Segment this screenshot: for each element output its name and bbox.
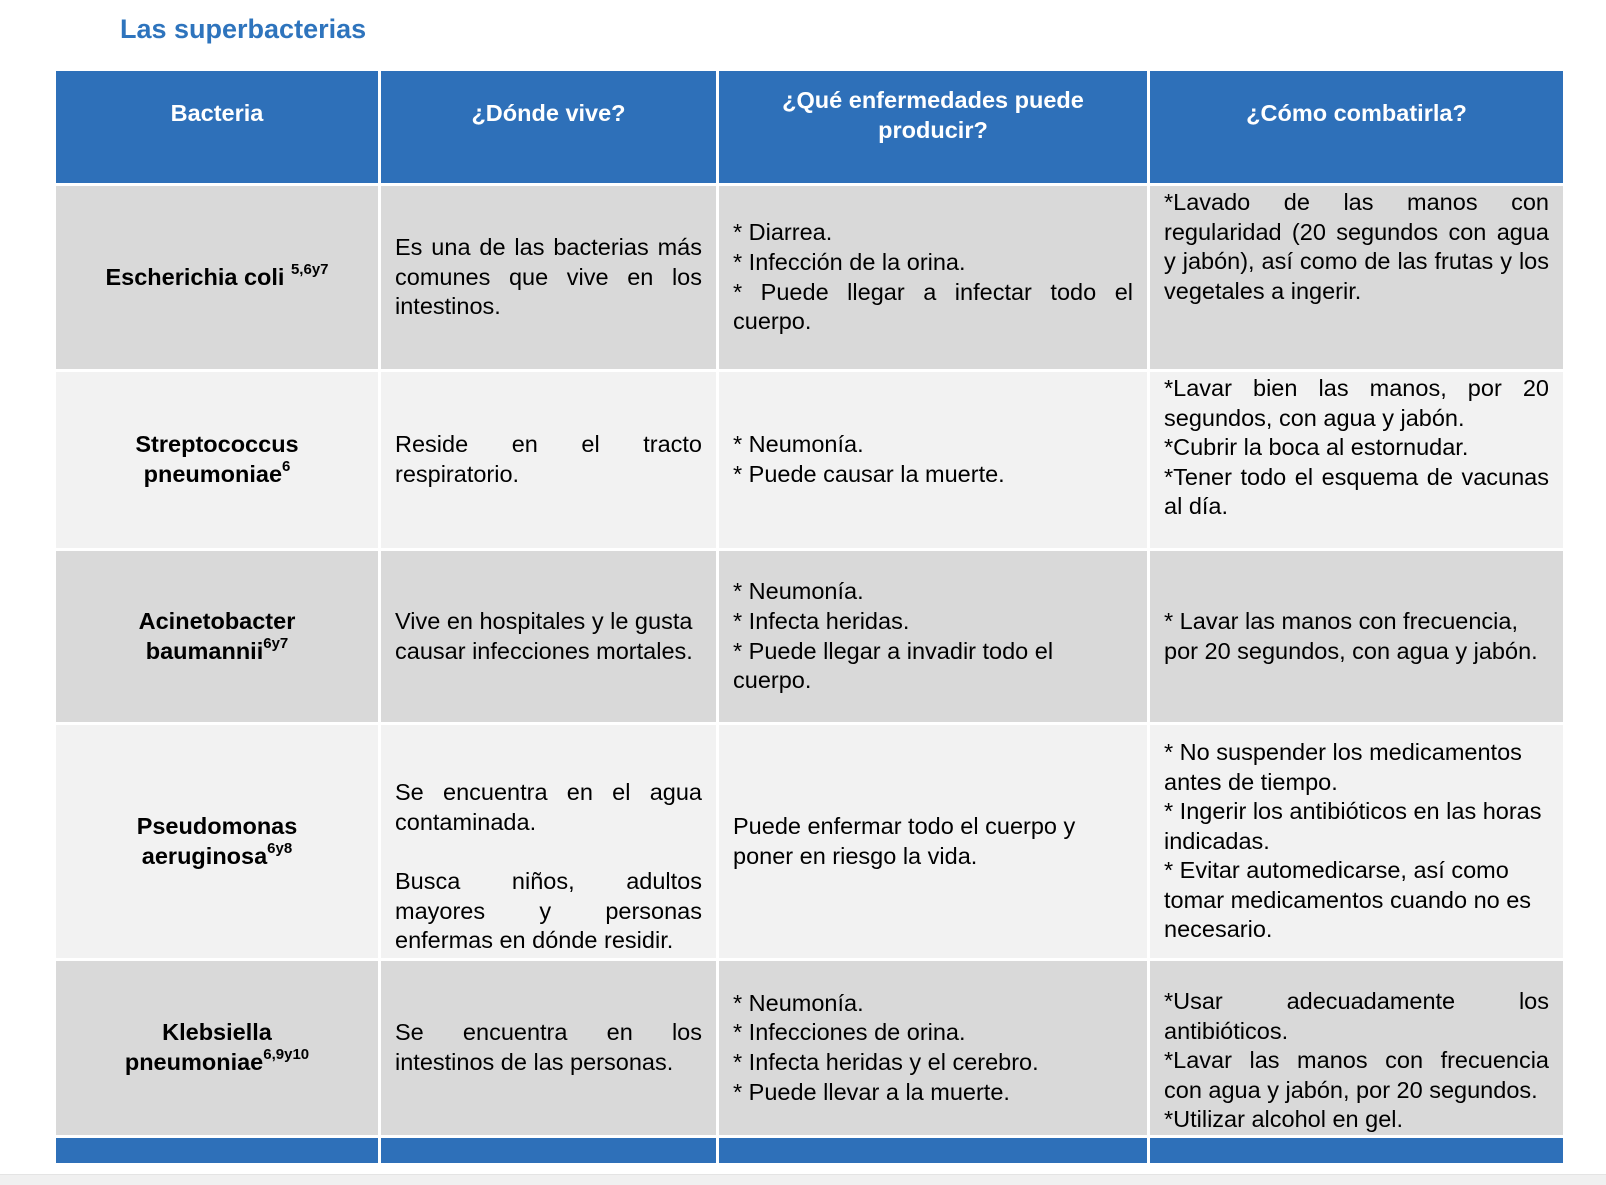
header-bacteria: Bacteria [55, 70, 380, 185]
disease-item: * Neumonía. [733, 578, 864, 605]
disease-item: * Diarrea. [733, 219, 833, 246]
disease-item: * Puede llevar a la muerte. [733, 1078, 1010, 1105]
habitat-cell: Es una de las bacterias más comunes que vive en los intestinos. [380, 185, 718, 371]
reference-superscript: 6 [282, 458, 291, 476]
prevention-item: * Lavar las manos con frecuencia, por 20 segundos, con agua y jabón. [1164, 607, 1538, 664]
footer-cell [1149, 1137, 1565, 1165]
disease-item: * Infección de la orina. [733, 248, 966, 275]
bacteria-name: Acinetobacter baumannii [138, 607, 296, 664]
bacteria-name: Escherichia coli [105, 263, 291, 290]
superbacteria-table [53, 68, 1566, 1166]
header-diseases: ¿Qué enfermedades puede producir? [718, 70, 1149, 185]
table-row [55, 371, 1565, 550]
prevention-item: *Usar adecuadamente los antibióticos. [1164, 988, 1549, 1044]
prevention-item: *Lavado de las manos con regularidad (20 segundos con agua y jabón), así como de las frutas y los vegetales a ingerir. [1164, 189, 1549, 304]
prevention-item: *Tener todo el esquema de vacunas al día. [1164, 463, 1549, 520]
bacteria-name-cell [55, 724, 380, 960]
header-prevention: ¿Cómo combatirla? [1149, 70, 1565, 185]
page-bottom-edge [0, 1174, 1606, 1185]
bacteria-name-cell [55, 550, 380, 724]
disease-item: * Infecta heridas y el cerebro. [733, 1049, 1039, 1075]
prevention-cell [1149, 185, 1565, 371]
table-header-row [55, 70, 1565, 185]
page-title: Las superbacterias [120, 14, 367, 44]
disease-item: * Puede llegar a infectar todo el cuerpo. [733, 278, 1133, 335]
prevention-item: * Evitar automedicarse, así como tomar medicamentos cuando no es necesario. [1164, 857, 1532, 943]
diseases-cell [718, 185, 1149, 371]
habitat-text-extra: Busca niños, adultos mayores y personas enfermas en dónde residir. [395, 868, 702, 954]
prevention-item: *Lavar las manos con frecuencia con agua y jabón, por 20 segundos. [1164, 1047, 1549, 1103]
bacteria-name: Streptococcus pneumoniae [135, 431, 299, 487]
table-row [55, 550, 1565, 724]
bacteria-name-cell [55, 185, 380, 371]
habitat-cell: Reside en el tracto respiratorio. [380, 371, 718, 550]
footer-cell [718, 1137, 1149, 1165]
prevention-cell [1149, 550, 1565, 724]
diseases-cell [718, 550, 1149, 724]
reference-superscript: 6y8 [267, 839, 293, 857]
bacteria-name: Pseudomonas aeruginosa [136, 812, 298, 869]
prevention-cell [1149, 960, 1565, 1137]
diseases-cell [718, 371, 1149, 550]
habitat-cell [380, 724, 718, 960]
prevention-item: *Cubrir la boca al estornudar. [1164, 434, 1469, 461]
habitat-cell: Se encuentra en los intestinos de las personas. [380, 960, 718, 1137]
disease-item: * Neumonía. [733, 989, 864, 1016]
table-row [55, 960, 1565, 1137]
bacteria-name-cell [55, 371, 380, 550]
prevention-item: *Utilizar alcohol en gel. [1164, 1106, 1404, 1133]
habitat-cell: Vive en hospitales y le gusta causar infecciones mortales. [380, 550, 718, 724]
reference-superscript: 6y7 [263, 634, 289, 652]
prevention-item: * Ingerir los antibióticos en las horas indicadas. [1164, 798, 1542, 854]
prevention-item: * No suspender los medicamentos antes de tiempo. [1164, 738, 1522, 795]
bacteria-name: Klebsiella pneumoniae [124, 1019, 272, 1075]
prevention-cell [1149, 724, 1565, 960]
diseases-cell [718, 724, 1149, 960]
disease-item: * Neumonía. [733, 431, 864, 458]
disease-item: * Puede llegar a invadir todo el cuerpo. [733, 637, 1054, 694]
habitat-text: Se encuentra en el agua contaminada. [395, 779, 702, 836]
disease-item: * Infecta heridas. [733, 607, 910, 634]
disease-item: Puede enfermar todo el cuerpo y poner en riesgo la vida. [733, 812, 1076, 869]
disease-item: * Infecciones de orina. [733, 1019, 966, 1046]
table-footer-row [55, 1137, 1565, 1165]
disease-item: * Puede causar la muerte. [733, 461, 1005, 487]
prevention-item: *Lavar bien las manos, por 20 segundos, con agua y jabón. [1164, 375, 1549, 431]
table-row [55, 724, 1565, 960]
footer-cell [380, 1137, 718, 1165]
reference-superscript: 6,9y10 [263, 1046, 310, 1064]
bacteria-name-cell [55, 960, 380, 1137]
table-row [55, 185, 1565, 371]
header-habitat: ¿Dónde vive? [380, 70, 718, 185]
reference-superscript: 5,6y7 [290, 260, 329, 278]
diseases-cell [718, 960, 1149, 1137]
footer-cell [55, 1137, 380, 1165]
superbacteria-table-container [53, 68, 1563, 1166]
prevention-cell [1149, 371, 1565, 550]
